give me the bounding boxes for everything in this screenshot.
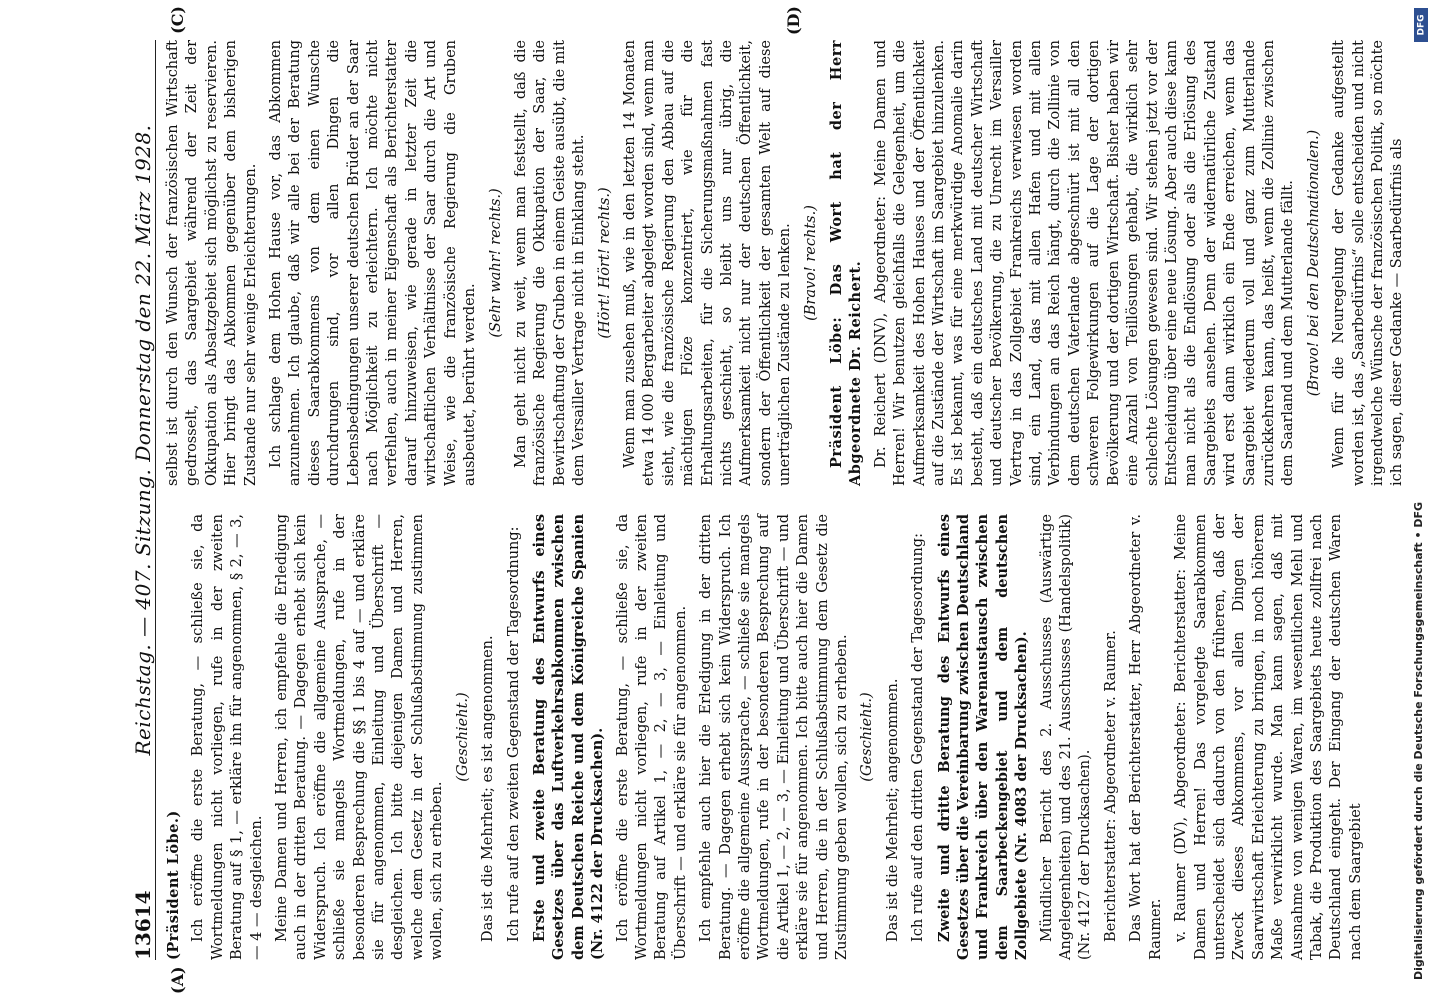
paragraph: Ich empfehle auch hier die Erledigung in der dritten Beratung. — Dagegen erhebt sich kein Widerspruch. Ich eröffne die allgemeine Aussprache, — schließe sie mangels Wortmeldungen, rufe in der besonderen Besprechung auf die Artikel 1, — 2, — 3, — Einleitung und Überschrift — und erkläre sie für angenommen. Ich bitte auch hier die Damen und Herren, die in der Schlußabstimmung dem Gesetz die Zustimmung geben wollen, sich zu erheben. [698,514,850,960]
paragraph: Das ist die Mehrheit; angenommen. [884,678,901,942]
paragraph: Ich eröffne die erste Beratung, — schließe sie, da Wortmeldungen nicht vorliegen, rufe in der zweiten Beratung auf Artikel 1, — 2, — 3, — Einleitung und Überschrift — und erkläre sie für angenommen. [614,514,689,960]
remark: (Geschieht.) [454,692,471,782]
margin-marker-a: (A) [168,966,187,994]
paragraph: Dr. Reichert (DNV), Abgeordneter: Meine Damen und Herren! Wir benutzen gleichfalls die Gelegenheit, um die Aufmerksamkeit des Hohen Hauses und der Öffentlichkeit auf die Zustände der Wirtschaft im Saargebiet hinzulenken. Es ist bekannt, was für eine merkwürdige Anomalie darin besteht, daß ein deutsches Land mit deutscher Wirtschaft und deutscher Bevölkerung, die zu Unrecht im Versailler Vertrag in das Zollgebiet Frankreichs verwiesen worden sind, ein Land, das mit allen Hafen und mit allen Verbindungen an das Reich hängt, durch die Zollinie von dem deutschen Vaterlande abgeschnürt ist mit all den schweren Folgewirkungen auf die Lage der dortigen Bevölkerung und der dortigen Wirtschaft. Bisher haben wir eine Anzahl von Teillösungen gehabt, die wirklich sehr schlechte Lösungen gewesen sind. Wir stehen jetzt vor der Entscheidung über eine neue Lösung. Aber auch diese kann man nicht als die Endlösung oder als die Erlösung des Saargebiets ansehen. Denn der widernatürliche Zustand wird erst dann wirklich ein Ende erreichen, wenn das Saargebiet wiederum voll und ganz zum Mutterlande zurückkehren kann, das heißt, wenn die Zollinie zwischen dem Saarland und dem Mutterlande fällt. [872,40,1297,486]
speaker-line: Präsident Löbe: Das Wort hat der Herr Abgeordnete Dr. Reichert. [828,40,865,486]
paragraph: Wenn man zusehen muß, wie in den letzten 14 Monaten etwa 14 000 Bergarbeiter abgelegt worden sind, wenn man sieht, wie die französische Regierung den Abbau auf die mächtigen Flöze konzentriert, wie für die Erhaltungsarbeiten, für die Sicherungsmaßnahmen fast nichts geschieht, so bleibt uns nur übrig, die Aufmerksamkeit nicht nur der deutschen Öffentlichkeit, sondern der Öffentlichkeit der gesamten Welt auf diese unerträglichen Zustände zu lenken. [621,40,794,486]
remark: (Geschieht.) [859,692,876,782]
margin-marker-d: (D) [784,6,803,36]
paragraph: selbst ist durch den Wunsch der französischen Wirtschaft gedrosselt, das Saargebiet während der Zeit der Okkupation als Absatzgebiet sich möglichst zu reservieren. Hier bringt das Abkommen gegenüber dem bisherigen Zustande nur sehr wenige Erleichterungen. [165,40,259,486]
paragraph: Ich rufe auf den zweiten Gegenstand der Tagesordnung: [505,526,522,942]
paragraph: Das ist die Mehrheit; es ist angenommen. [480,635,497,942]
page-header [115,40,156,960]
agenda-item: Zweite und dritte Beratung des Entwurfs eines Gesetzes über die Vereinbarung zwischen Deutschland und Frankreich über den Warenaustausch zwischen dem Saarbeckengebiet und dem deutschen Zollgebiete (Nr. 4083 der Drucksachen). [935,514,1031,960]
paragraph: Ich eröffne die erste Beratung, — schließe sie, da Wortmeldungen nicht vorliegen, rufe in der zweiten Beratung auf § 1, — erkläre ihn für angenommen, § 2, — 3, — 4 — desgleichen. [190,514,265,960]
rotated-document-page [60,0,1406,1000]
remark: (Bravo! rechts.) [802,205,819,321]
digitization-note: Digitalisierung gefördert durch die Deutsche Forschungsgemeinschaft • DFG [1412,501,1425,980]
paragraph: Mündlicher Bericht des 2. Ausschusses (Auswärtige Angelegenheiten) und des 21. Ausschusses (Handelspolitik) (Nr. 4127 der Drucksachen). [1038,514,1094,960]
remark: (Sehr wahr! rechts.) [487,188,504,338]
paragraph: Ich rufe auf den dritten Gegenstand der Tagesordnung: [910,533,927,942]
margin-marker-c: (C) [168,6,187,34]
remark: (Hört! Hört! rechts.) [596,187,613,339]
paragraph: Ich schlage dem Hohen Hause vor, das Abkommen anzunehmen. Ich glaube, daß wir alle bei der Beratung dieses Saarabkommens von dem einen Wunsche durchdrungen sind, vor allen Dingen die Lebensbedingungen unserer deutschen Brüder an der Saar nach Möglichkeit zu erleichtern. Ich möchte nicht verfehlen, auch in meiner Eigenschaft als Berichterstatter darauf hinzuweisen, wie gerade in letzter Zeit die wirtschaftlichen Verhältnisse der Saar durch die Art und Weise, wie die französische Regierung die Gruben ausbeutet, berührt werden. [268,40,479,486]
right-column [164,40,1406,486]
page-number: 13614 [131,890,155,960]
paragraph: Meine Damen und Herren, ich empfehle die Erledigung auch in der dritten Beratung. — Dagegen erhebt sich kein Widerspruch. Ich eröffne die allgemeine Aussprache, — schließe sie mangels Wortmeldungen, rufe in der besonderen Besprechung die §§ 1 bis 4 auf — und erkläre sie für angenommen, Einleitung und Überschrift — desgleichen. Ich bitte diejenigen Damen und Herren, welche dem Gesetz in der Schlußabstimmung zustimmen wollen, sich zu erheben. [274,514,446,960]
left-column [164,514,1364,960]
text-columns [164,6,1406,994]
paragraph: Das Wort hat der Berichterstatter, Herr Abgeordneter v. Raumer. [1128,514,1164,960]
paragraph: Wenn für die Neuregelung der Gedanke aufgestellt worden ist, das „Saarbedürfnis“ solle entscheiden und nicht irgendwelche Wünsche der französischen Politik, so möchte ich sagen, dieser Gedanke — Saarbedürfnis als [1331,40,1406,486]
remark: (Bravo! bei den Deutschnationalen.) [1305,129,1322,397]
speaker-label: (Präsident Löbe.) [165,810,182,960]
paragraph: v. Raumer (DV), Abgeordneter: Berichterstatter: Meine Damen und Herren! Das vorgelegte Saarabkommen unterscheidet sich dadurch von den früheren, daß der Zweck dieses Abkommens, vor allen Dingen der Saarwirtschaft Erleichterung zu bringen, in noch höherem Maße verwirklicht wurde. Man kann sagen, daß mit Ausnahme von wenigen Waren, im wesentlichen Mehl und Tabak, die Produktion des Saargebiets heute zollfrei nach Deutschland eingeht. Der Eingang der deutschen Waren nach dem Saargebiet [1173,514,1364,960]
agenda-item: Erste und zweite Beratung des Entwurfs eines Gesetzes über das Luftverkehrsabkommen zwischen dem Deutschen Reiche und dem Königreiche Spanien (Nr. 4122 der Drucksachen). [530,514,607,960]
paragraph: Berichterstatter: Abgeordneter v. Raumer. [1102,630,1119,942]
paragraph: Man geht nicht zu weit, wenn man feststellt, daß die französische Regierung die Okkupation der Saar, die Bewirtschaftung der Gruben in einem Geiste ausübt, die mit dem Versailler Vertrage nicht in Einklang steht. [512,40,588,486]
running-title: Reichstag. — 407. Sitzung. Donnerstag den 22. März 1928. [131,124,155,756]
dfg-logo: DFG [1414,8,1428,42]
